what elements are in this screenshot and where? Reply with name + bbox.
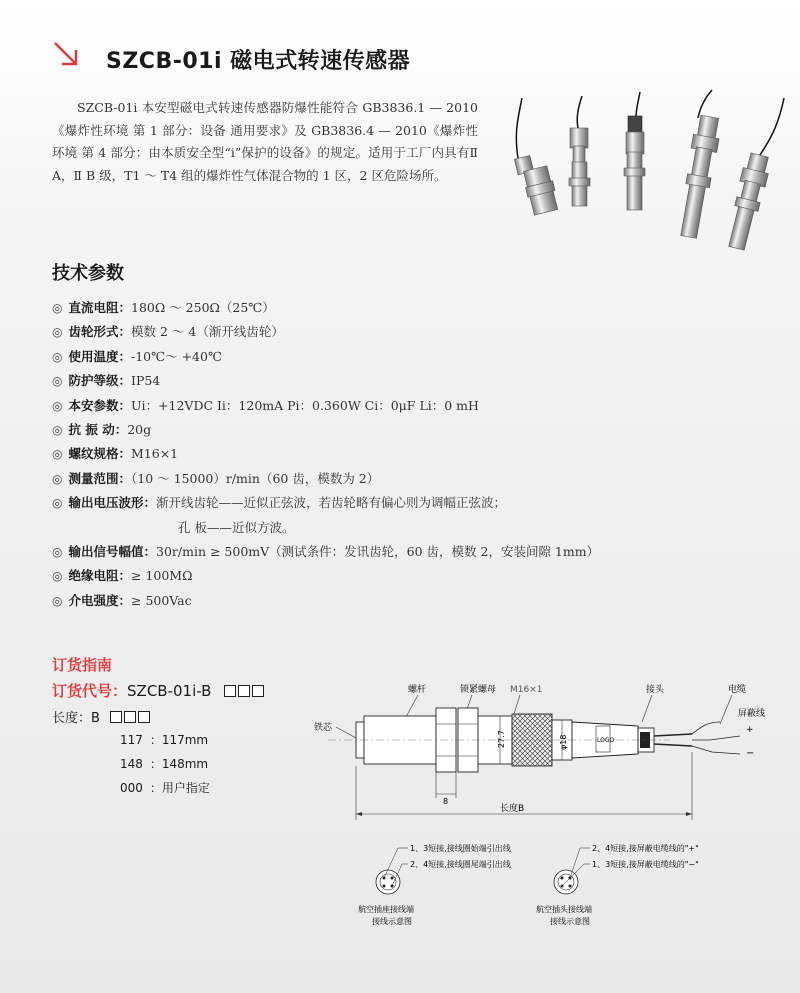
socket-note-1: 1、3短接,接线圈始端引出线	[410, 844, 511, 853]
spec-label: 本安参数：	[68, 397, 131, 413]
sensor-dimension-drawing	[300, 676, 800, 946]
bullet-icon: ◎	[52, 471, 63, 486]
spec-value: 180Ω ～ 250Ω（25℃）	[131, 300, 275, 315]
spec-item	[52, 442, 772, 466]
spec-value: IP54	[131, 373, 161, 389]
spec-value: （10 ～ 15000）r/min（60 齿，模数为 2）	[131, 470, 380, 486]
label-shield: 屏蔽线	[738, 709, 766, 719]
specs-list	[52, 296, 772, 613]
label-thread: M16×1	[510, 685, 543, 695]
bullet-icon: ◎	[52, 325, 63, 340]
spec-item	[52, 296, 772, 320]
plug-note-2: 1、3短接,接屏蔽电缆线的"−"	[592, 860, 699, 869]
label-head: 接头	[646, 685, 665, 695]
spec-label: 齿轮形式：	[68, 324, 131, 340]
svg-text:LOGO: LOGO	[597, 737, 615, 744]
length-line	[52, 707, 150, 726]
bullet-icon: ◎	[52, 593, 63, 608]
socket-caption-1: 航空插座接线端	[358, 905, 414, 914]
bullet-icon: ◎	[52, 301, 63, 315]
label-core: 铁芯	[314, 723, 333, 733]
order-code-value: SZCB-01i-B	[127, 682, 212, 700]
spec-label: 使用温度：	[68, 348, 131, 364]
dim-8: 8	[443, 797, 449, 806]
length-option: 000 ：用户指定	[120, 781, 210, 795]
spec-label: 直流电阻：	[68, 300, 131, 315]
specs-heading: 技术参数	[52, 263, 124, 284]
label-nut: 锁紧螺母	[460, 685, 497, 695]
spec-value: ≥ 100MΩ	[131, 568, 193, 584]
spec-item	[52, 467, 772, 491]
bullet-icon: ◎	[52, 496, 63, 511]
plug-note-1: 2、4短接,接屏蔽电缆线的"+"	[592, 844, 699, 853]
spec-item	[52, 418, 772, 442]
spec-label: 介电强度：	[68, 592, 131, 608]
bullet-icon: ◎	[52, 374, 63, 389]
spec-value: 渐开线齿轮——近似正弦波，若齿轮略有偏心则为调幅正弦波；	[156, 495, 507, 511]
spec-label: 测量范围：	[68, 470, 131, 486]
sensor-product-photo	[500, 88, 790, 258]
bullet-icon: ◎	[52, 447, 63, 462]
length-label: 长度：B	[52, 711, 100, 726]
spec-value: -10℃～ +40℃	[131, 348, 222, 364]
spec-value: M16×1	[131, 446, 179, 462]
spec-item	[52, 589, 772, 613]
plug-caption-2: 接线示意图	[550, 917, 590, 926]
socket-note-2: 2、4短接,接线圈尾端引出线	[410, 860, 511, 869]
length-option: 148 ：148mm	[120, 757, 209, 771]
label-cable: 电缆	[728, 685, 747, 695]
spec-item	[52, 369, 772, 393]
spec-label: 螺纹规格：	[68, 446, 131, 462]
spec-label: 抗 振 动：	[68, 421, 128, 437]
bullet-icon: ◎	[52, 569, 63, 584]
arrow-down-right-icon	[52, 40, 82, 70]
dim-phi18: φ18	[559, 734, 568, 750]
spec-item	[52, 394, 772, 418]
bullet-icon: ◎	[52, 544, 63, 559]
order-code-label: 订货代号：	[52, 682, 128, 700]
dim-length: 长度B	[500, 804, 525, 814]
spec-label: 输出信号幅值：	[68, 543, 156, 559]
label-rod: 螺杆	[408, 685, 427, 695]
order-heading: 订货指南	[52, 656, 113, 674]
spec-item	[52, 491, 772, 515]
length-option: 117 ：117mm	[120, 733, 209, 747]
spec-value: 模数 2 ～ 4（渐开线齿轮）	[131, 324, 284, 340]
spec-label: 输出电压波形：	[68, 495, 156, 511]
spec-item	[52, 564, 772, 588]
bullet-icon: ◎	[52, 398, 63, 413]
page-title: SZCB-01i 磁电式转速传感器	[106, 49, 411, 74]
socket-caption-2: 接线示意图	[372, 917, 412, 926]
spec-value: ≥ 500Vac	[131, 592, 192, 608]
dim-27-7: 27.7	[497, 730, 506, 748]
label-plus: +	[746, 725, 754, 735]
spec-value: 30r/min ≥ 500mV（测试条件：发讯齿轮，60 齿，模数 2，安装间隙 1mm）	[156, 543, 600, 559]
spec-item	[52, 345, 772, 369]
spec-value: 20g	[127, 421, 152, 437]
order-code-line	[52, 680, 264, 701]
spec-item	[52, 540, 772, 564]
spec-value: Ui：+12VDC Ii：120mA Pi：0.360W Ci：0μF Li：0 mH	[131, 397, 479, 413]
plug-caption-1: 航空插头接线端	[536, 905, 592, 914]
spec-label: 防护等级：	[68, 373, 131, 389]
label-minus: −	[746, 748, 755, 759]
bullet-icon: ◎	[52, 349, 63, 364]
bullet-icon: ◎	[52, 422, 63, 437]
spec-item	[52, 320, 772, 344]
length-boxes	[108, 711, 150, 726]
spec-value-continuation: 孔 板——近似方波。	[178, 519, 295, 535]
intro-paragraph: SZCB-01i 本安型磁电式转速传感器防爆性能符合 GB3836.1 — 2010《爆炸性环境 第 1 部分：设备 通用要求》及 GB3836.4 — 2010《爆炸性环境 第 4 部分：由本质安全型“i”保护的设备》的规定。适用于工厂内具有Ⅱ A，Ⅱ B 级，T1 ～ T4 组的爆炸性气体混合物的 1 区，2 区危险场所。	[52, 100, 478, 183]
spec-label: 绝缘电阻：	[68, 568, 131, 584]
code-boxes	[222, 682, 264, 700]
